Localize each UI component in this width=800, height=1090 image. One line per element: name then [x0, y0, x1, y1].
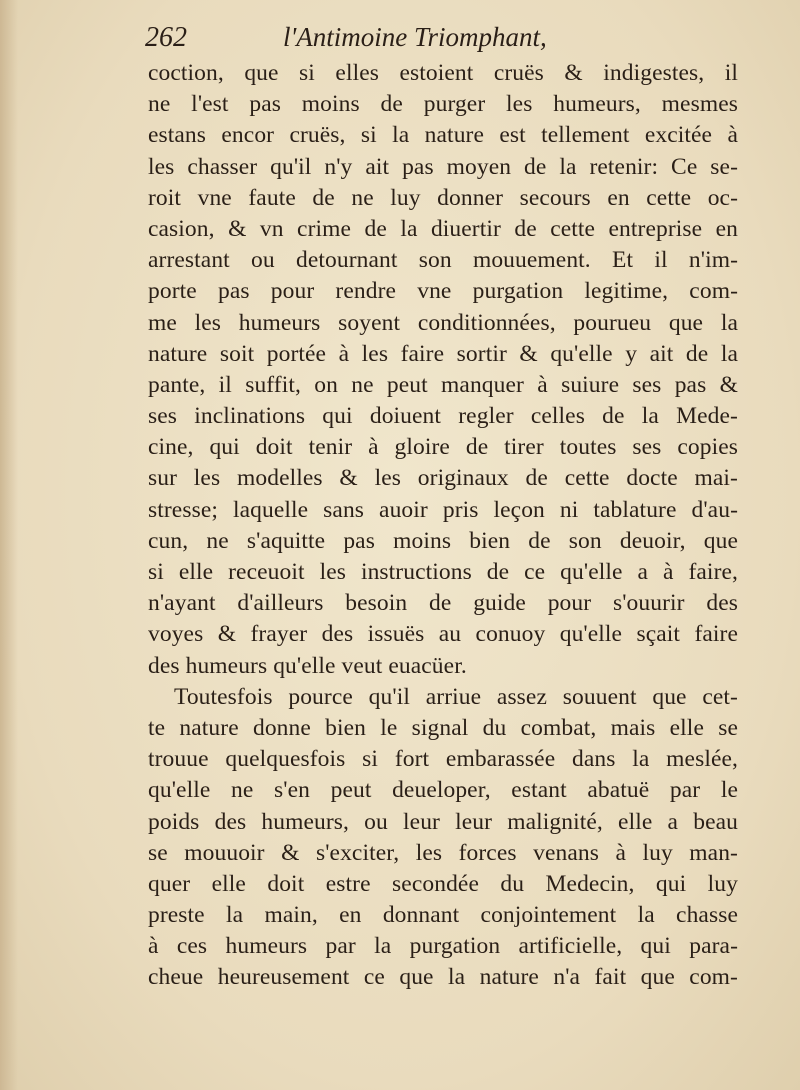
text-line: estans encor cruës, si la nature est tellement excitée à [148, 122, 738, 149]
text-line: casion, & vn crime de la diuertir de cette entreprise en [148, 215, 738, 242]
paragraph-end-line: des humeurs qu'elle veut euacüer. [148, 652, 467, 679]
text-line: cun, ne s'aquitte pas moins bien de son deuoir, que [148, 527, 738, 554]
text-line: sur les modelles & les originaux de cette docte mai- [148, 465, 738, 492]
text-line: à ces humeurs par la purgation artificielle, qui para- [148, 933, 738, 960]
text-line: les chasser qu'il n'y ait pas moyen de la retenir: Ce se- [148, 153, 738, 180]
page-header [145, 22, 705, 58]
text-line: voyes & frayer des issuës au conuoy qu'elle sçait faire [148, 621, 738, 648]
text-line: ne l'est pas moins de purger les humeurs, mesmes [148, 91, 738, 118]
text-line: poids des humeurs, ou leur leur malignité, elle a beau [148, 808, 738, 835]
text-line: trouue quelquesfois si fort embarassée dans la meslée, [148, 746, 738, 773]
text-line: qu'elle ne s'en peut deueloper, estant abatuë par le [148, 777, 738, 804]
text-line: cine, qui doit tenir à gloire de tirer toutes ses copies [148, 434, 738, 461]
text-line: ses inclinations qui doiuent regler celles de la Mede- [148, 403, 738, 430]
text-line: roit vne faute de ne luy donner secours en cette oc- [148, 184, 738, 211]
page-number: 262 [145, 22, 187, 53]
running-title: l'Antimoine Triomphant, [283, 22, 547, 52]
text-line: preste la main, en donnant conjointement la chasse [148, 902, 738, 929]
body-text [148, 58, 738, 994]
text-line: me les humeurs soyent conditionnées, pourueu que la [148, 309, 738, 336]
text-line: arrestant ou detournant son mouuement. Et il n'im- [148, 247, 738, 274]
text-line: si elle receuoit les instructions de ce qu'elle a à faire, [148, 559, 738, 585]
text-line: porte pas pour rendre vne purgation legitime, com- [148, 278, 738, 305]
text-line: cheue heureusement ce que la nature n'a fait que com- [148, 964, 738, 991]
text-line: nature soit portée à les faire sortir & qu'elle y ait de la [148, 340, 738, 367]
page-gutter-shadow [0, 0, 18, 1090]
text-line: stresse; laquelle sans auoir pris leçon ni tablature d'au- [148, 496, 738, 523]
text-line: te nature donne bien le signal du combat, mais elle se [148, 714, 738, 741]
text-line: se mouuoir & s'exciter, les forces venans à luy man- [148, 839, 738, 866]
paragraph-start-line: Toutesfois pource qu'il arriue assez souuent que cet- [174, 683, 738, 710]
text-line: pante, il suffit, on ne peut manquer à suiure ses pas & [148, 371, 738, 398]
text-line: n'ayant d'ailleurs besoin de guide pour s'ouurir des [148, 590, 738, 617]
text-line: quer elle doit estre secondée du Medecin, qui luy [148, 870, 738, 897]
text-line: coction, que si elles estoient cruës & indigestes, il [148, 60, 738, 86]
